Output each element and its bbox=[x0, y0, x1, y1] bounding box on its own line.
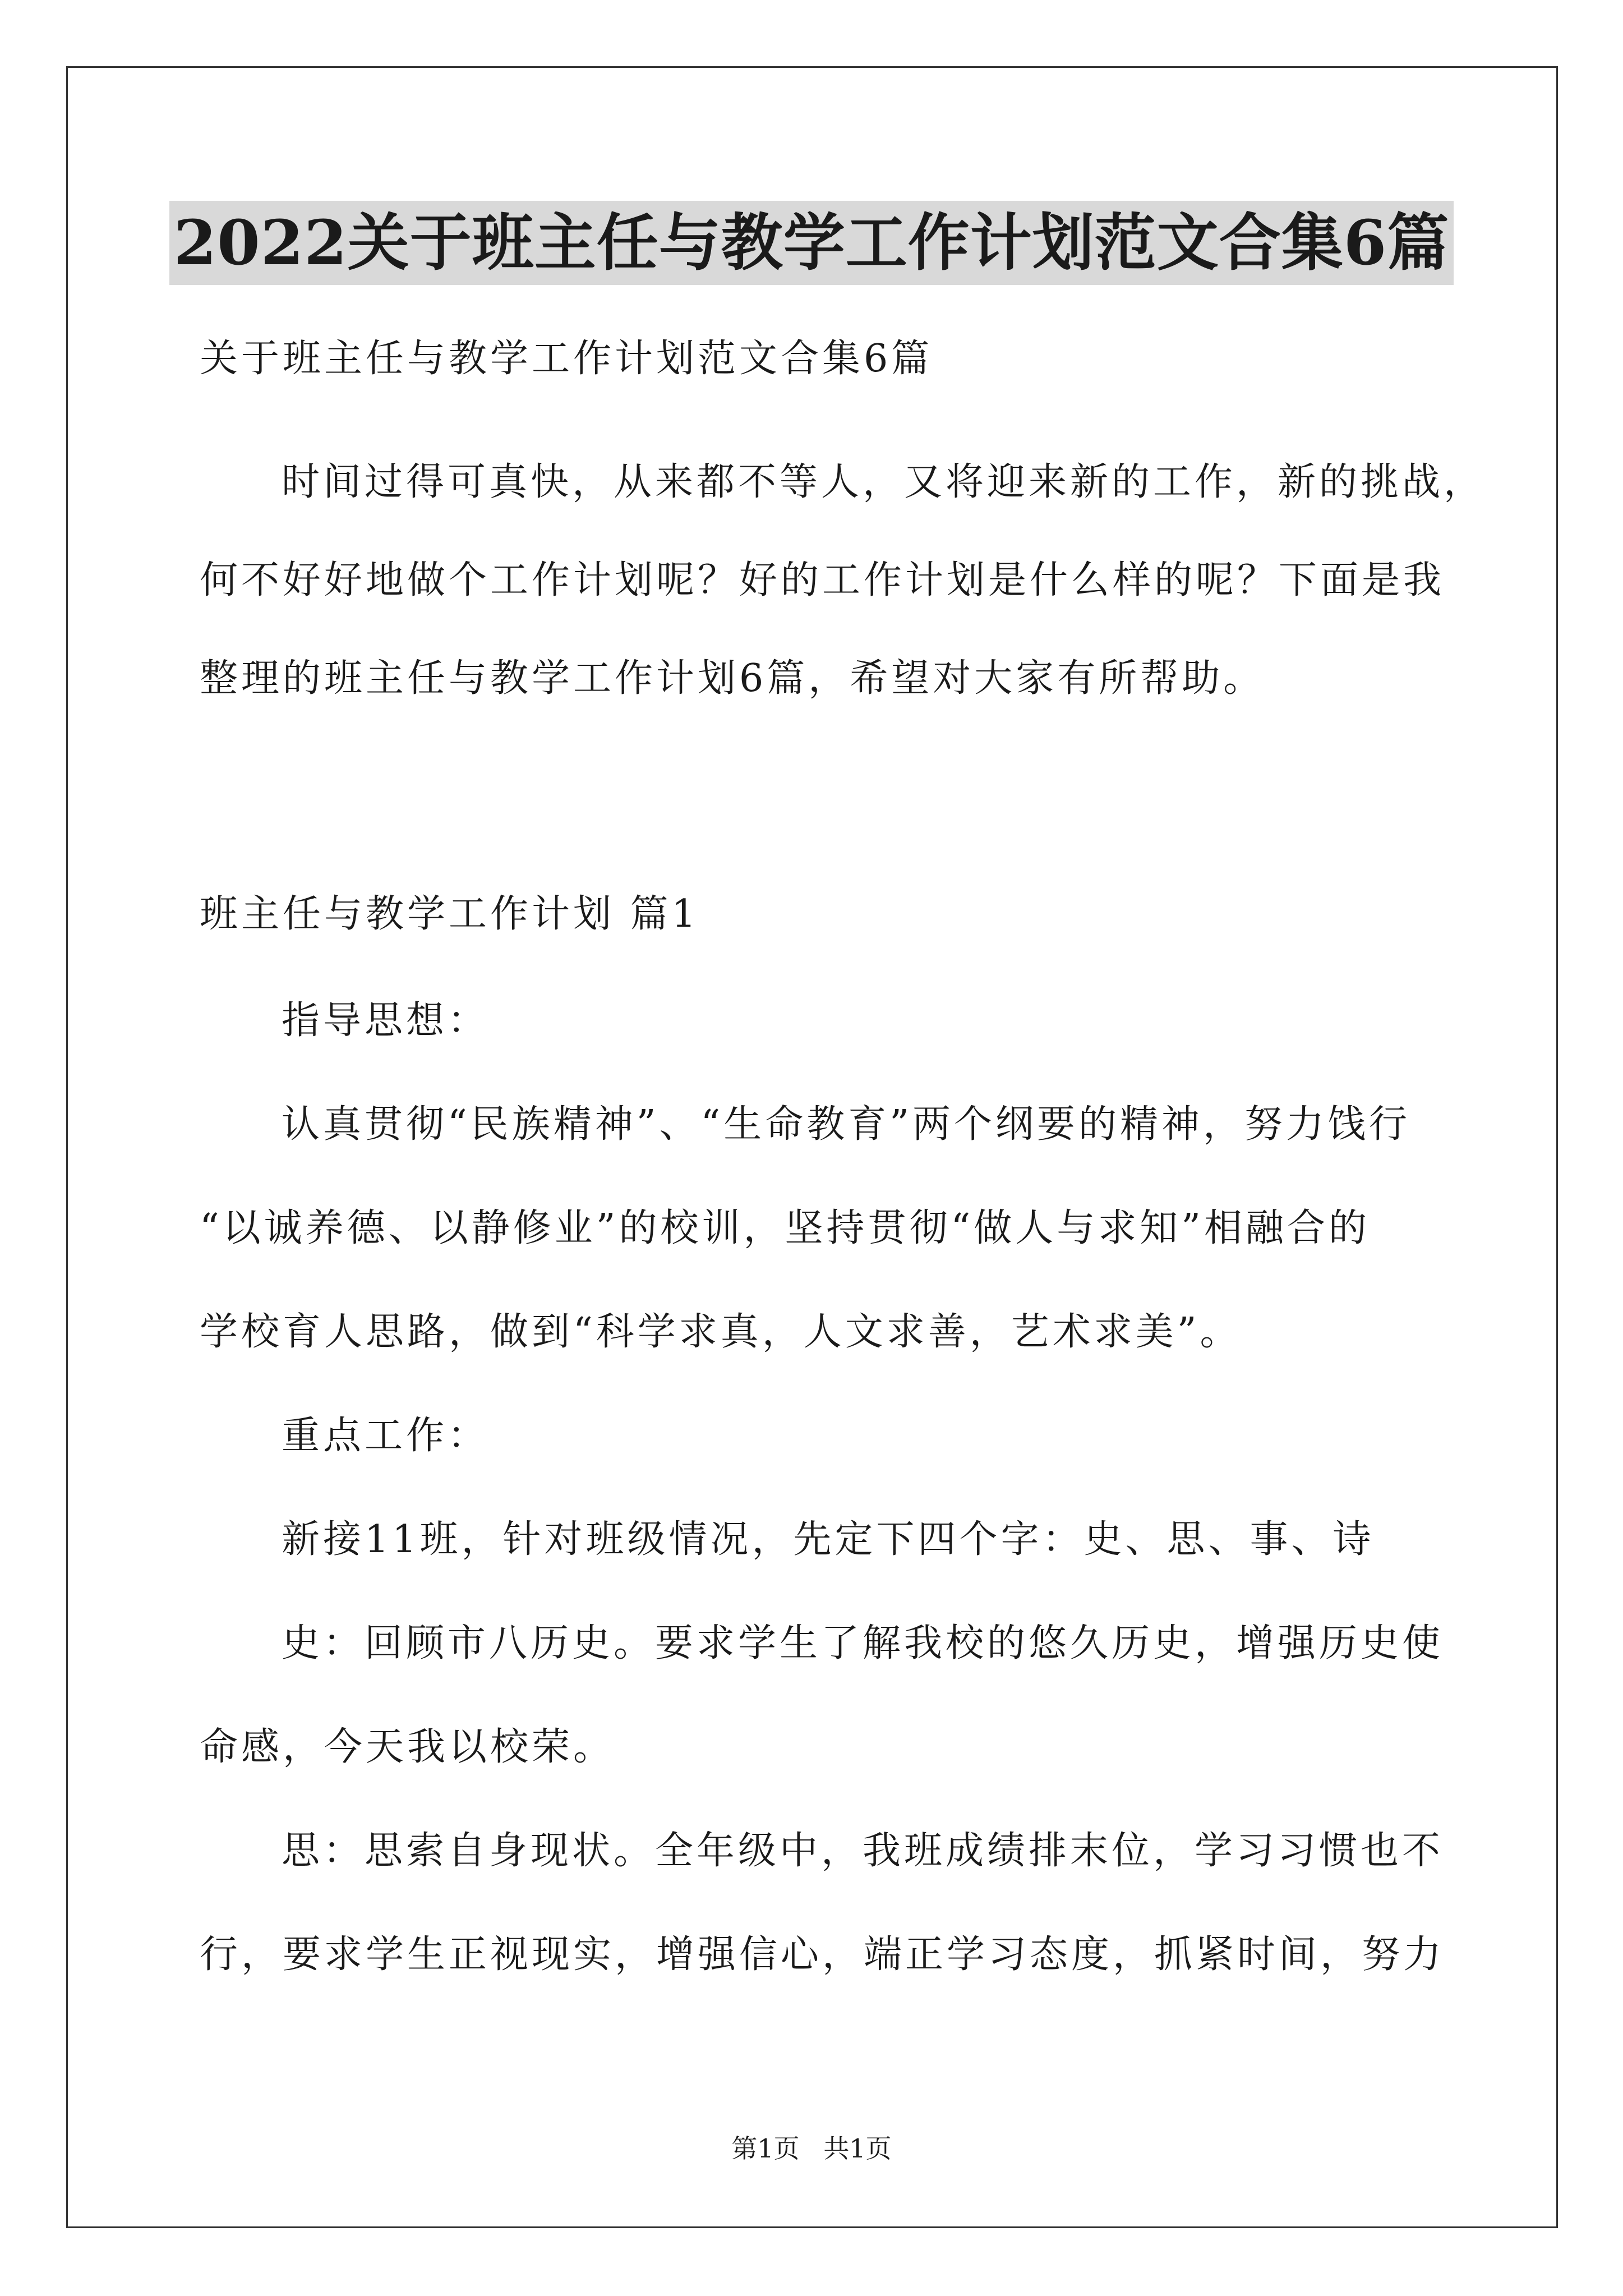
paragraph-line: 指导思想： bbox=[282, 999, 490, 1043]
paragraph-line: 思：思索自身现状。全年级中，我班成绩排末位，学习习惯也不 bbox=[282, 1829, 1444, 1873]
document-title bbox=[0, 201, 1623, 285]
paragraph-line: 学校育人思路，做到“科学求真，人文求善，艺术求美”。 bbox=[200, 1310, 1242, 1354]
paragraph-line: 重点工作： bbox=[282, 1414, 490, 1458]
section-heading: 班主任与教学工作计划 篇1 bbox=[200, 892, 699, 936]
paragraph-line: 何不好好地做个工作计划呢？好的工作计划是什么样的呢？下面是我 bbox=[200, 558, 1445, 602]
paragraph-line: 命感，今天我以校荣。 bbox=[200, 1725, 615, 1769]
paragraph-line: “以诚养德、以静修业”的校训，坚持贯彻“做人与求知”相融合的 bbox=[200, 1206, 1371, 1250]
paragraph-line: 时间过得可真快，从来都不等人，又将迎来新的工作，新的挑战， bbox=[282, 460, 1486, 504]
document-title-text: 2022关于班主任与教学工作计划范文合集6篇 bbox=[169, 201, 1454, 285]
paragraph-line: 认真贯彻“民族精神”、“生命教育”两个纲要的精神，努力饯行 bbox=[282, 1102, 1411, 1147]
paragraph-line: 史：回顾市八历史。要求学生了解我校的悠久历史，增强历史使 bbox=[282, 1621, 1444, 1665]
paragraph-line: 新接11班，针对班级情况，先定下四个字：史、思、事、诗 bbox=[282, 1517, 1375, 1562]
paragraph-line: 行，要求学生正视现实，增强信心，端正学习态度，抓紧时间，努力 bbox=[200, 1932, 1445, 1977]
subtitle-line: 关于班主任与教学工作计划范文合集6篇 bbox=[200, 337, 933, 381]
paragraph-line: 整理的班主任与教学工作计划6篇，希望对大家有所帮助。 bbox=[200, 656, 1265, 701]
page-number-current: 第1页 bbox=[731, 2133, 800, 2164]
page-footer bbox=[0, 2132, 1623, 2165]
page-number-total: 共1页 bbox=[823, 2133, 892, 2164]
